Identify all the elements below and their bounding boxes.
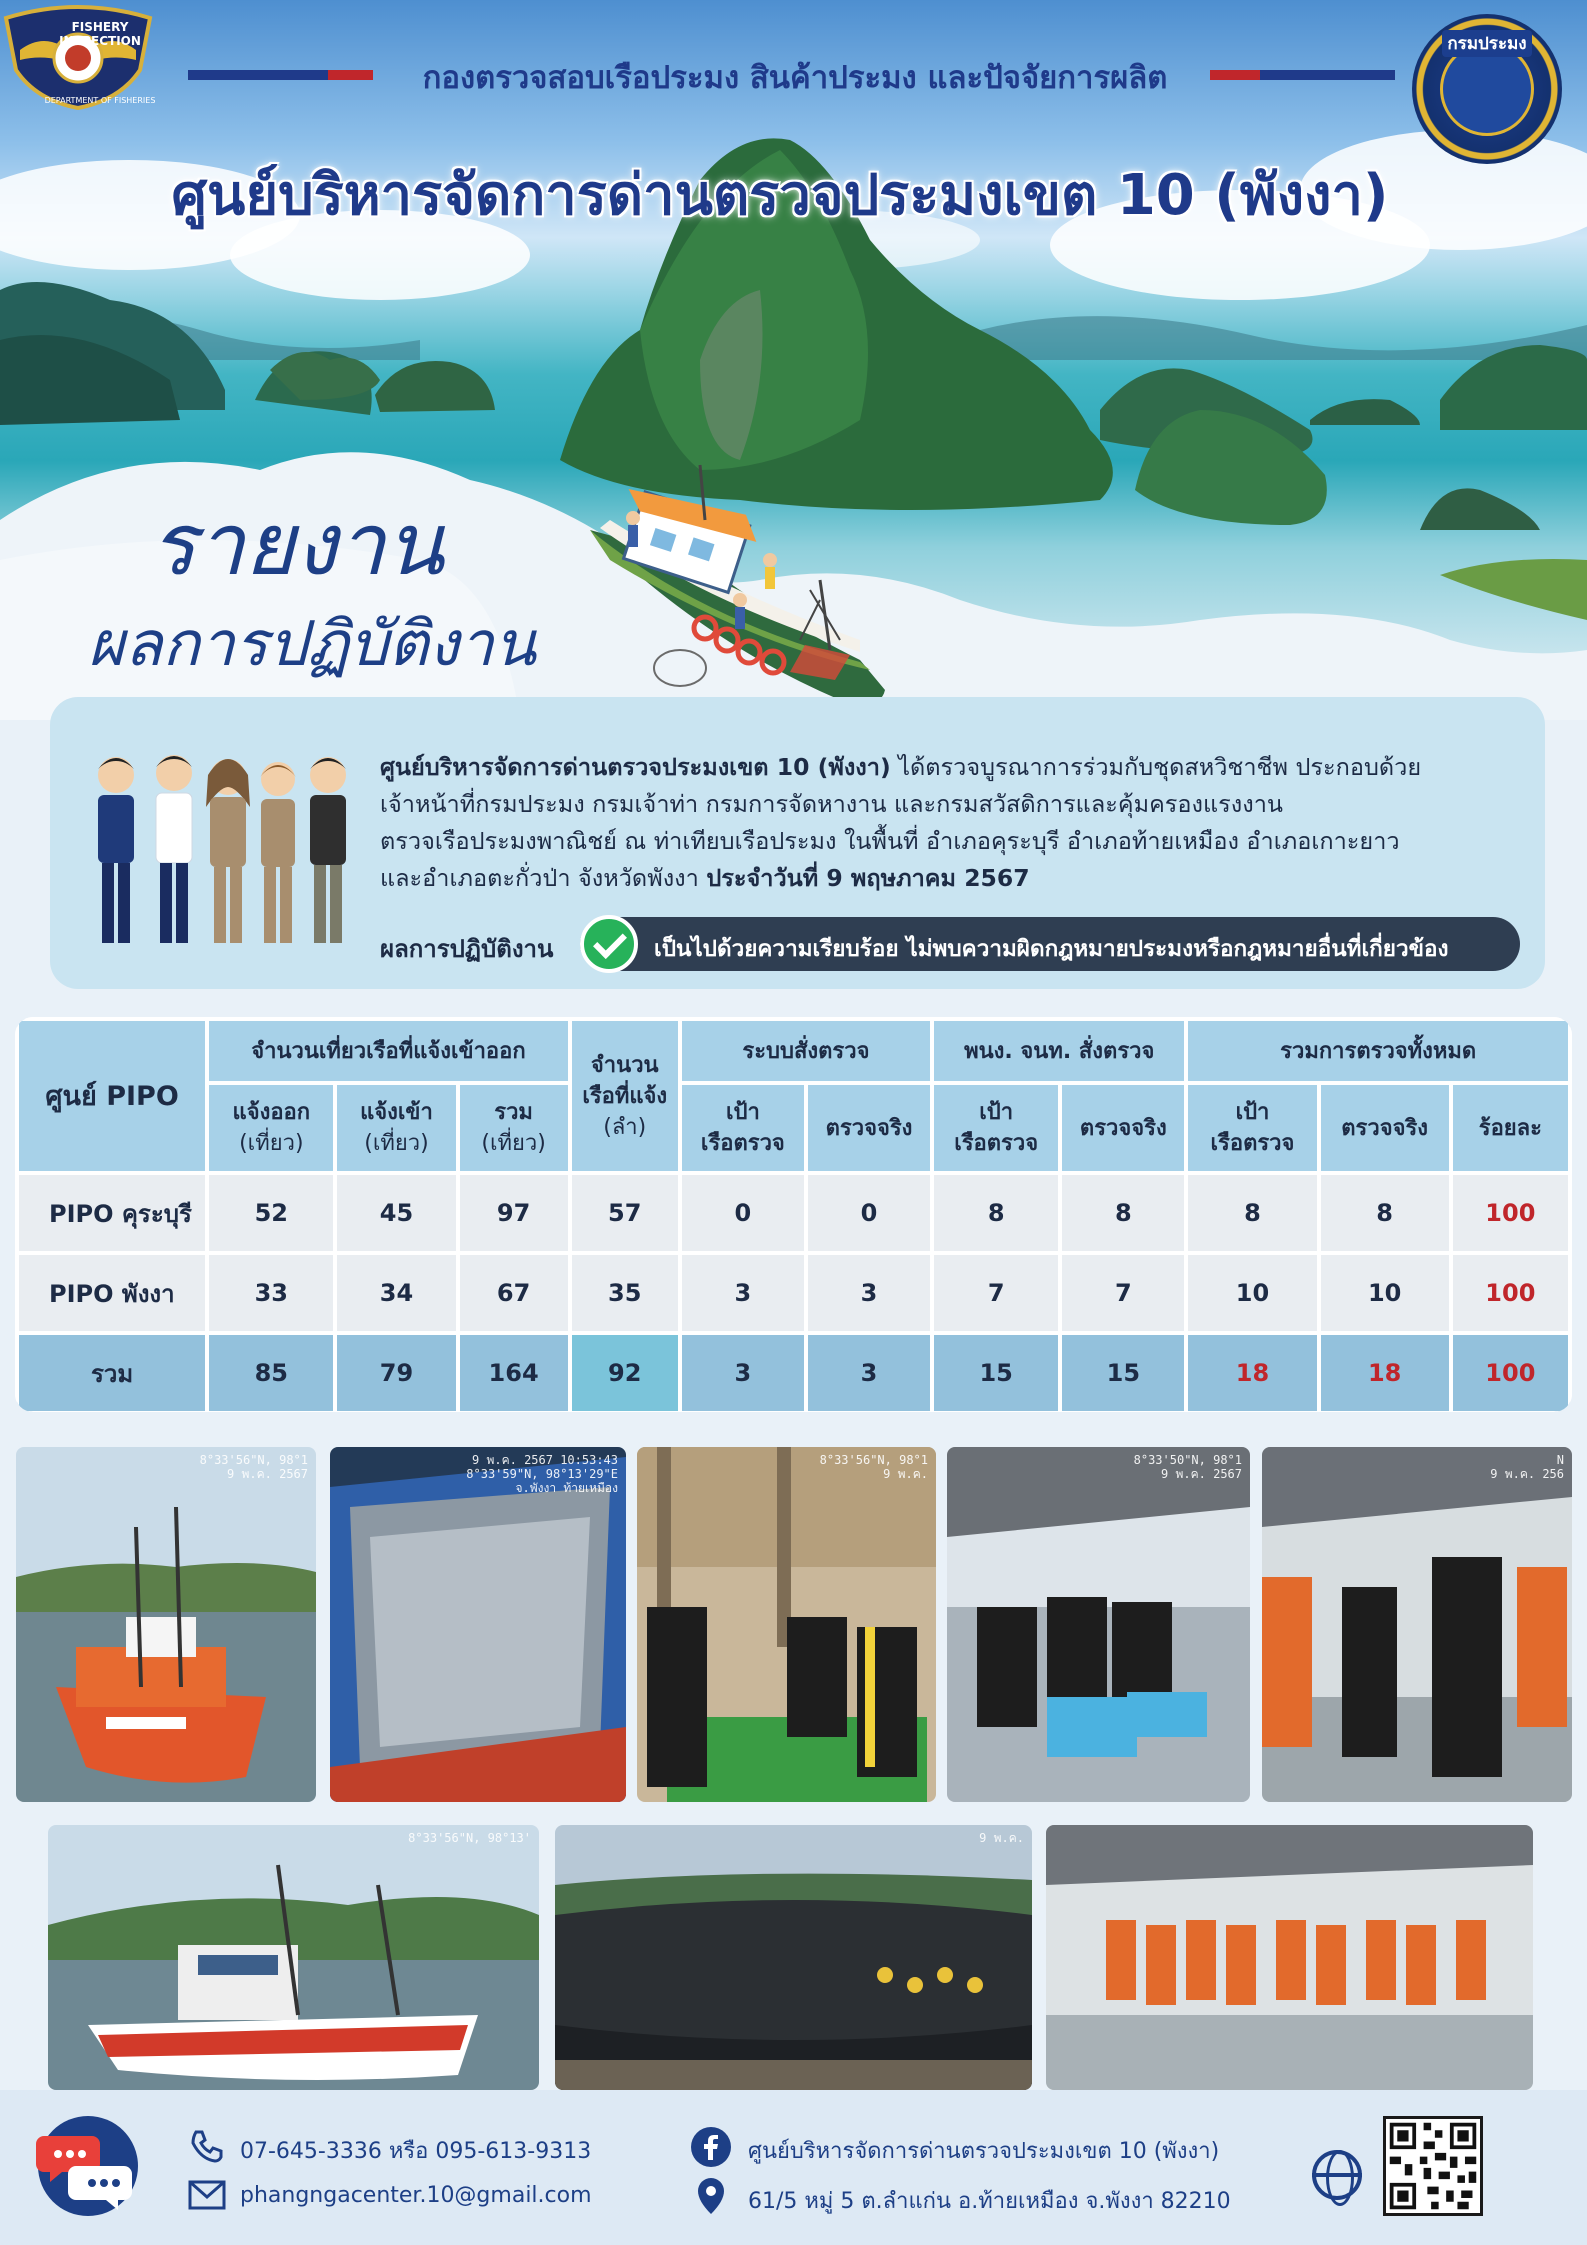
report-title: รายงาน bbox=[150, 495, 444, 595]
boats-header-line2: เรือที่แจ้ง bbox=[582, 1083, 668, 1109]
cell-tot-target: 8 bbox=[1186, 1173, 1318, 1253]
photo-fishing-boat-orange bbox=[16, 1447, 316, 1802]
tot-target-line2: เรือตรวจ bbox=[1210, 1131, 1295, 1156]
report-subtitle: ผลการปฏิบัติงาน bbox=[88, 607, 537, 680]
col-in-unit: (เที่ยว) bbox=[364, 1131, 429, 1156]
sys-target-line1: เป้า bbox=[725, 1100, 760, 1125]
cell-off-target: 8 bbox=[932, 1173, 1060, 1253]
row-name: PIPO พังงา bbox=[17, 1253, 207, 1333]
sys-actual-header: ตรวจจริง bbox=[806, 1083, 932, 1173]
cell-sys-actual: 0 bbox=[806, 1173, 932, 1253]
photo-inspection-shelter bbox=[947, 1447, 1250, 1802]
info-lead-bold: ศูนย์บริหารจัดการด่านตรวจประมงเขต 10 (พังงา) bbox=[380, 753, 891, 781]
cell-out: 33 bbox=[207, 1253, 335, 1333]
footer-address: 61/5 หมู่ 5 ต.ลำแก่น อ.ท้ายเหมือง จ.พังงา 82210 bbox=[748, 2189, 1231, 2214]
off-actual-header: ตรวจจริง bbox=[1060, 1083, 1186, 1173]
pipo-header: ศูนย์ PIPO bbox=[17, 1019, 207, 1173]
info-line-3: ตรวจเรือประมงพาณิชย์ ณ ท่าเทียบเรือประมง ในพื้นที่ อำเภอคุระบุรี อำเภอท้ายเหมือง อำเภอเกาะยาว bbox=[380, 827, 1400, 855]
info-lead-rest: ได้ตรวจบูรณาการร่วมกับชุดสหวิชาชีพ ประกอบด้วย bbox=[890, 753, 1422, 781]
photo-timestamp: 9 พ.ค. bbox=[979, 1831, 1024, 1845]
chat-icon bbox=[36, 2114, 140, 2218]
tot-actual-header: ตรวจจริง bbox=[1319, 1083, 1451, 1173]
photo-fish-catch bbox=[330, 1447, 626, 1802]
photo-crew-lineup-image bbox=[1046, 1825, 1533, 2090]
cell-in: 34 bbox=[335, 1253, 457, 1333]
off-target-line2: เรือตรวจ bbox=[954, 1131, 1039, 1156]
total-out: 85 bbox=[207, 1333, 335, 1412]
result-text: เป็นไปด้วยความเรียบร้อย ไม่พบความผิดกฎหมายประมงหรือกฎหมายอื่นที่เกี่ยวข้อง bbox=[654, 936, 1449, 962]
cell-off-actual: 7 bbox=[1060, 1253, 1186, 1333]
photo-trawler-image bbox=[48, 1825, 539, 2090]
inspection-table bbox=[15, 1017, 1572, 1412]
fishery-inspection-logo bbox=[0, 0, 156, 110]
photo-inspection-table-image bbox=[637, 1447, 936, 1802]
photo-timestamp: 9 พ.ค. 2567 10:53:43 8°33'59"N, 98°13'29"E จ.พังงา ท้ายเหมือง bbox=[466, 1453, 618, 1495]
trips-group-header: จำนวนเที่ยวเรือที่แจ้งเข้าออก bbox=[207, 1019, 569, 1083]
col-out-header bbox=[207, 1083, 335, 1173]
table-row bbox=[17, 1253, 1570, 1333]
result-pill bbox=[580, 917, 1520, 971]
cell-in: 45 bbox=[335, 1173, 457, 1253]
info-panel bbox=[50, 697, 1545, 989]
percent-header: ร้อยละ bbox=[1451, 1083, 1570, 1173]
cell-tot-actual: 8 bbox=[1319, 1173, 1451, 1253]
col-out-label: แจ้งออก bbox=[232, 1100, 311, 1125]
left-logo-bottom-text: DEPARTMENT OF FISHERIES bbox=[44, 96, 156, 105]
off-target-header bbox=[932, 1083, 1060, 1173]
cell-tot-actual: 10 bbox=[1319, 1253, 1451, 1333]
cell-sys-target: 3 bbox=[680, 1253, 806, 1333]
photo-fishing-boat-orange-image bbox=[16, 1447, 316, 1802]
officers-illustration bbox=[86, 747, 366, 957]
photo-fishing-net bbox=[555, 1825, 1032, 2090]
department-header: กองตรวจสอบเรือประมง สินค้าประมง และปัจจัยการผลิต bbox=[422, 60, 1168, 96]
col-in-label: แจ้งเข้า bbox=[360, 1100, 433, 1125]
photo-timestamp: N 9 พ.ค. 256 bbox=[1490, 1453, 1564, 1481]
total-off-target: 15 bbox=[932, 1333, 1060, 1412]
cell-sum: 67 bbox=[458, 1253, 570, 1333]
photo-trawler bbox=[48, 1825, 539, 2090]
photo-inspection-shelter-image bbox=[947, 1447, 1250, 1802]
right-logo-text: กรมประมง bbox=[1442, 30, 1532, 57]
header-stripe bbox=[328, 70, 373, 80]
cell-off-target: 7 bbox=[932, 1253, 1060, 1333]
boats-header-line1: จำนวน bbox=[590, 1052, 659, 1078]
total-sys-actual: 3 bbox=[806, 1333, 932, 1412]
cell-boats: 35 bbox=[570, 1253, 680, 1333]
location-pin-icon bbox=[696, 2176, 726, 2216]
header-stripe bbox=[188, 70, 328, 80]
total-sum: 164 bbox=[458, 1333, 570, 1412]
photo-crew-check-image bbox=[1262, 1447, 1572, 1802]
cell-sys-actual: 3 bbox=[806, 1253, 932, 1333]
globe-icon[interactable] bbox=[1312, 2150, 1362, 2200]
photo-crew-check bbox=[1262, 1447, 1572, 1802]
off-target-line1: เป้า bbox=[979, 1100, 1014, 1125]
row-name: PIPO คุระบุรี bbox=[17, 1173, 207, 1253]
center-title: ศูนย์บริหารจัดการด่านตรวจประมงเขต 10 (พังงา) bbox=[171, 163, 1389, 228]
facebook-icon bbox=[690, 2126, 732, 2168]
info-description bbox=[380, 749, 1520, 897]
photo-timestamp: 8°33'56"N, 98°1 9 พ.ค. bbox=[819, 1453, 928, 1481]
footer-facebook[interactable]: ศูนย์บริหารจัดการด่านตรวจประมงเขต 10 (พังงา) bbox=[748, 2139, 1220, 2164]
photo-timestamp: 8°33'56"N, 98°13' bbox=[408, 1831, 531, 1845]
total-boats: 92 bbox=[570, 1333, 680, 1412]
qr-code[interactable] bbox=[1383, 2116, 1483, 2216]
cell-percent: 100 bbox=[1451, 1253, 1570, 1333]
sys-target-header bbox=[680, 1083, 806, 1173]
check-icon bbox=[580, 915, 638, 973]
table-row bbox=[17, 1173, 1570, 1253]
cell-sum: 97 bbox=[458, 1173, 570, 1253]
photo-fishing-net-image bbox=[555, 1825, 1032, 2090]
photo-timestamp: 8°33'50"N, 98°1 9 พ.ค. 2567 bbox=[1133, 1453, 1242, 1481]
result-row bbox=[380, 915, 1530, 973]
boats-header bbox=[570, 1019, 680, 1173]
col-in-header bbox=[335, 1083, 457, 1173]
cell-off-actual: 8 bbox=[1060, 1173, 1186, 1253]
boats-header-unit: (ลำ) bbox=[603, 1114, 647, 1140]
photo-timestamp: 8°33'56"N, 98°1 9 พ.ค. 2567 bbox=[199, 1453, 308, 1481]
cell-out: 52 bbox=[207, 1173, 335, 1253]
photo-crew-lineup bbox=[1046, 1825, 1533, 2090]
col-sum-header bbox=[458, 1083, 570, 1173]
left-logo-top-text: FISHERY INSPECTION bbox=[59, 20, 141, 48]
cell-tot-target: 10 bbox=[1186, 1253, 1318, 1333]
total-group-header: รวมการตรวจทั้งหมด bbox=[1186, 1019, 1570, 1083]
total-tot-target: 18 bbox=[1186, 1333, 1318, 1412]
total-in: 79 bbox=[335, 1333, 457, 1412]
result-label: ผลการปฏิบัติงาน bbox=[380, 935, 554, 963]
total-tot-actual: 18 bbox=[1319, 1333, 1451, 1412]
total-sys-target: 3 bbox=[680, 1333, 806, 1412]
col-out-unit: (เที่ยว) bbox=[239, 1131, 304, 1156]
table-total-row bbox=[17, 1333, 1570, 1412]
cell-sys-target: 0 bbox=[680, 1173, 806, 1253]
footer-email[interactable]: phangngacenter.10@gmail.com bbox=[240, 2183, 592, 2208]
info-line-2: เจ้าหน้าที่กรมประมง กรมเจ้าท่า กรมการจัดหางาน และกรมสวัสดิการและคุ้มครองแรงงาน bbox=[380, 790, 1283, 818]
phone-icon bbox=[188, 2128, 224, 2164]
total-name: รวม bbox=[17, 1333, 207, 1412]
photo-inspection-table bbox=[637, 1447, 936, 1802]
officer-group-header: พนง. จนท. สั่งตรวจ bbox=[932, 1019, 1186, 1083]
info-line-4: และอำเภอตะกั่วป่า จังหวัดพังงา bbox=[380, 864, 707, 892]
total-percent: 100 bbox=[1451, 1333, 1570, 1412]
system-group-header: ระบบสั่งตรวจ bbox=[680, 1019, 932, 1083]
header-stripe bbox=[1260, 70, 1395, 80]
col-sum-unit: (เที่ยว) bbox=[481, 1131, 546, 1156]
cell-boats: 57 bbox=[570, 1173, 680, 1253]
col-sum-label: รวม bbox=[494, 1100, 533, 1125]
tot-target-header bbox=[1186, 1083, 1318, 1173]
footer-phone: 07-645-3336 หรือ 095-613-9313 bbox=[240, 2139, 592, 2164]
info-date: ประจำวันที่ 9 พฤษภาคม 2567 bbox=[706, 864, 1030, 892]
cell-percent: 100 bbox=[1451, 1173, 1570, 1253]
tot-target-line1: เป้า bbox=[1235, 1100, 1270, 1125]
total-off-actual: 15 bbox=[1060, 1333, 1186, 1412]
photo-fish-catch-image bbox=[330, 1447, 626, 1802]
email-icon bbox=[188, 2180, 226, 2210]
sys-target-line2: เรือตรวจ bbox=[700, 1131, 785, 1156]
